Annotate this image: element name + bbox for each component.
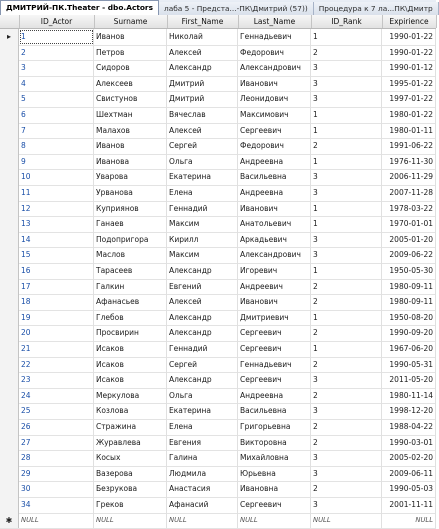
row-selector-header[interactable]: [0, 15, 20, 28]
table-row[interactable]: [0, 138, 436, 155]
row-selector[interactable]: [0, 247, 19, 263]
expirience-cell[interactable]: 2006-11-29: [382, 169, 436, 185]
surname-cell[interactable]: Безрукова: [94, 481, 167, 497]
table-row[interactable]: [0, 279, 436, 296]
surname-cell[interactable]: Вазерова: [94, 466, 167, 482]
first-name-cell[interactable]: Сергей: [167, 138, 238, 154]
expirience-cell[interactable]: 2009-06-11: [382, 466, 436, 482]
id-actor-cell[interactable]: 16: [19, 263, 94, 279]
row-selector[interactable]: [0, 201, 19, 217]
first-name-cell[interactable]: Кирилл: [167, 232, 238, 248]
id-rank-cell[interactable]: 3: [311, 372, 382, 388]
id-rank-cell[interactable]: 2: [311, 279, 382, 295]
id-actor-cell[interactable]: 30: [19, 481, 94, 497]
table-row[interactable]: [0, 310, 436, 327]
id-actor-cell[interactable]: 14: [19, 232, 94, 248]
id-actor-cell[interactable]: 28: [19, 450, 94, 466]
expirience-cell[interactable]: 1991-06-22: [382, 138, 436, 154]
expirience-cell[interactable]: 2007-11-28: [382, 185, 436, 201]
last-name-cell[interactable]: Леонидович: [238, 91, 311, 107]
table-row[interactable]: [0, 201, 436, 218]
expirience-cell[interactable]: 1990-01-22: [382, 45, 436, 61]
expirience-cell[interactable]: 1995-01-22: [382, 76, 436, 92]
table-row[interactable]: [0, 91, 436, 108]
id-rank-cell[interactable]: 1: [311, 154, 382, 170]
id-rank-cell[interactable]: 3: [311, 185, 382, 201]
id-rank-cell[interactable]: 3: [311, 91, 382, 107]
grid-header: [0, 15, 436, 29]
first-name-cell[interactable]: Геннадий: [167, 341, 238, 357]
table-row[interactable]: [0, 45, 436, 62]
tab-procedure-lab7[interactable]: Процедура к 7 ла...ПК\Дмитр: [314, 2, 439, 15]
id-rank-cell[interactable]: 3: [311, 247, 382, 263]
first-name-cell[interactable]: Сергей: [167, 357, 238, 373]
expirience-cell[interactable]: 2005-01-20: [382, 232, 436, 248]
id-rank-cell[interactable]: 1: [311, 107, 382, 123]
table-row[interactable]: [0, 29, 436, 46]
first-name-cell[interactable]: Александр: [167, 263, 238, 279]
expirience-cell[interactable]: 2005-02-20: [382, 450, 436, 466]
first-name-cell[interactable]: Евгения: [167, 435, 238, 451]
surname-cell[interactable]: Малахов: [94, 123, 167, 139]
first-name-cell[interactable]: Ольга: [167, 154, 238, 170]
row-selector[interactable]: [0, 232, 19, 248]
id-rank-cell[interactable]: NULL: [311, 513, 382, 529]
surname-cell[interactable]: Козлова: [94, 403, 167, 419]
id-rank-cell[interactable]: 2: [311, 357, 382, 373]
id-rank-cell[interactable]: 3: [311, 76, 382, 92]
expirience-cell[interactable]: 1988-04-22: [382, 419, 436, 435]
first-name-cell[interactable]: Максим: [167, 216, 238, 232]
expirience-cell[interactable]: 1990-03-01: [382, 435, 436, 451]
new-row[interactable]: [0, 513, 436, 529]
id-rank-cell[interactable]: 3: [311, 450, 382, 466]
id-rank-cell[interactable]: 3: [311, 232, 382, 248]
surname-cell[interactable]: Галкин: [94, 279, 167, 295]
table-row[interactable]: [0, 247, 436, 264]
id-actor-cell[interactable]: 9: [19, 154, 94, 170]
row-selector[interactable]: [0, 388, 19, 404]
first-name-cell[interactable]: Геннадий: [167, 201, 238, 217]
id-rank-cell[interactable]: 1: [311, 29, 382, 45]
expirience-cell[interactable]: 1980-01-11: [382, 123, 436, 139]
tab-theater-actors[interactable]: ДМИТРИЙ-ПК.Theater - dbo.Actors: [0, 0, 159, 15]
last-name-cell[interactable]: Сергеевич: [238, 497, 311, 513]
row-selector[interactable]: [0, 435, 19, 451]
expirience-cell[interactable]: 1950-08-20: [382, 310, 436, 326]
id-rank-cell[interactable]: 1: [311, 201, 382, 217]
last-name-cell[interactable]: Дмитриевич: [238, 310, 311, 326]
first-name-cell[interactable]: Дмитрий: [167, 91, 238, 107]
surname-cell[interactable]: Урванова: [94, 185, 167, 201]
table-row[interactable]: [0, 450, 436, 467]
last-name-cell[interactable]: Сергеевич: [238, 123, 311, 139]
first-name-cell[interactable]: Алексей: [167, 123, 238, 139]
expirience-cell[interactable]: 1980-01-22: [382, 107, 436, 123]
row-selector[interactable]: [0, 123, 19, 139]
row-selector[interactable]: [0, 294, 19, 310]
last-name-cell[interactable]: Аркадьевич: [238, 232, 311, 248]
id-actor-cell[interactable]: 25: [19, 403, 94, 419]
first-name-cell[interactable]: Дмитрий: [167, 76, 238, 92]
row-selector[interactable]: [0, 372, 19, 388]
id-actor-cell[interactable]: 34: [19, 497, 94, 513]
surname-cell[interactable]: Просвирин: [94, 325, 167, 341]
surname-cell[interactable]: Шехтман: [94, 107, 167, 123]
id-rank-cell[interactable]: 1: [311, 310, 382, 326]
surname-cell[interactable]: Петров: [94, 45, 167, 61]
first-name-cell[interactable]: Николай: [167, 29, 238, 45]
tab-lab5-view[interactable]: лаба 5 - Предста...-ПК\Дмитрий (57)): [159, 2, 314, 15]
row-selector[interactable]: [0, 466, 19, 482]
id-rank-cell[interactable]: 1: [311, 123, 382, 139]
id-rank-cell[interactable]: 1: [311, 341, 382, 357]
first-name-cell[interactable]: Анастасия: [167, 481, 238, 497]
last-name-cell[interactable]: Анатольевич: [238, 216, 311, 232]
expirience-cell[interactable]: 1990-01-12: [382, 60, 436, 76]
row-selector[interactable]: [0, 310, 19, 326]
first-name-cell[interactable]: Ольга: [167, 388, 238, 404]
first-name-cell[interactable]: Александр: [167, 60, 238, 76]
first-name-cell[interactable]: Александр: [167, 325, 238, 341]
table-row[interactable]: [0, 169, 436, 186]
last-name-cell[interactable]: Сергеевич: [238, 325, 311, 341]
first-name-cell[interactable]: Елена: [167, 185, 238, 201]
surname-cell[interactable]: Сидоров: [94, 60, 167, 76]
first-name-cell[interactable]: NULL: [167, 513, 238, 529]
table-row[interactable]: [0, 435, 436, 452]
last-name-cell[interactable]: Игоревич: [238, 263, 311, 279]
first-name-cell[interactable]: Афанасий: [167, 497, 238, 513]
table-row[interactable]: [0, 481, 436, 498]
id-rank-cell[interactable]: 1: [311, 263, 382, 279]
surname-cell[interactable]: Глебов: [94, 310, 167, 326]
id-rank-cell[interactable]: 3: [311, 466, 382, 482]
surname-cell[interactable]: Стражина: [94, 419, 167, 435]
last-name-cell[interactable]: Андреевна: [238, 185, 311, 201]
table-row[interactable]: [0, 341, 436, 358]
column-header-id-rank[interactable]: ID_Rank: [311, 15, 383, 28]
last-name-cell[interactable]: Федорович: [238, 138, 311, 154]
id-actor-cell[interactable]: NULL: [19, 513, 94, 529]
last-name-cell[interactable]: Андреевна: [238, 154, 311, 170]
table-row[interactable]: [0, 403, 436, 420]
table-row[interactable]: [0, 419, 436, 436]
row-selector[interactable]: [0, 107, 19, 123]
surname-cell[interactable]: Уварова: [94, 169, 167, 185]
first-name-cell[interactable]: Вячеслав: [167, 107, 238, 123]
table-row[interactable]: [0, 154, 436, 171]
surname-cell[interactable]: Ганаев: [94, 216, 167, 232]
surname-cell[interactable]: Маслов: [94, 247, 167, 263]
id-actor-cell[interactable]: 13: [19, 216, 94, 232]
id-actor-cell[interactable]: 7: [19, 123, 94, 139]
last-name-cell[interactable]: Иванович: [238, 294, 311, 310]
id-actor-cell[interactable]: 17: [19, 279, 94, 295]
id-rank-cell[interactable]: 2: [311, 138, 382, 154]
last-name-cell[interactable]: Андреевна: [238, 388, 311, 404]
expirience-cell[interactable]: 1980-09-11: [382, 279, 436, 295]
id-actor-cell[interactable]: 27: [19, 435, 94, 451]
first-name-cell[interactable]: Екатерина: [167, 169, 238, 185]
first-name-cell[interactable]: Екатерина: [167, 403, 238, 419]
first-name-cell[interactable]: Александр: [167, 310, 238, 326]
expirience-cell[interactable]: 1990-01-22: [382, 29, 436, 45]
surname-cell[interactable]: Тарасеев: [94, 263, 167, 279]
id-rank-cell[interactable]: 2: [311, 45, 382, 61]
last-name-cell[interactable]: Васильевна: [238, 403, 311, 419]
table-row[interactable]: [0, 497, 436, 514]
id-rank-cell[interactable]: 2: [311, 294, 382, 310]
last-name-cell[interactable]: Александрович: [238, 60, 311, 76]
table-row[interactable]: [0, 107, 436, 124]
expirience-cell[interactable]: 1967-06-20: [382, 341, 436, 357]
new-row-marker-icon[interactable]: ✱: [0, 513, 19, 529]
id-actor-cell[interactable]: 5: [19, 91, 94, 107]
last-name-cell[interactable]: Иванович: [238, 201, 311, 217]
surname-cell[interactable]: Иванов: [94, 138, 167, 154]
expirience-cell[interactable]: 1950-05-30: [382, 263, 436, 279]
expirience-cell[interactable]: 1990-09-20: [382, 325, 436, 341]
expirience-cell[interactable]: 2001-11-11: [382, 497, 436, 513]
id-actor-cell[interactable]: 23: [19, 372, 94, 388]
surname-cell[interactable]: Исаков: [94, 372, 167, 388]
surname-cell[interactable]: Косых: [94, 450, 167, 466]
table-row[interactable]: [0, 372, 436, 389]
expirience-cell[interactable]: 2011-05-20: [382, 372, 436, 388]
table-row[interactable]: [0, 185, 436, 202]
table-row[interactable]: [0, 123, 436, 140]
results-grid: [0, 15, 436, 525]
row-selector[interactable]: [0, 279, 19, 295]
id-actor-cell[interactable]: 26: [19, 419, 94, 435]
row-selector[interactable]: [0, 481, 19, 497]
id-rank-cell[interactable]: 3: [311, 497, 382, 513]
surname-cell[interactable]: Меркулова: [94, 388, 167, 404]
row-selector[interactable]: [0, 341, 19, 357]
id-actor-cell[interactable]: 19: [19, 310, 94, 326]
id-actor-cell[interactable]: 21: [19, 341, 94, 357]
last-name-cell[interactable]: Геннадьевич: [238, 29, 311, 45]
column-header-id-actor[interactable]: ID_Actor: [19, 15, 95, 28]
id-rank-cell[interactable]: 2: [311, 419, 382, 435]
expirience-cell[interactable]: 2009-06-22: [382, 247, 436, 263]
surname-cell[interactable]: Алексеев: [94, 76, 167, 92]
id-rank-cell[interactable]: 3: [311, 403, 382, 419]
id-actor-cell[interactable]: 6: [19, 107, 94, 123]
column-header-first-name[interactable]: First_Name: [167, 15, 239, 28]
table-row[interactable]: [0, 232, 436, 249]
first-name-cell[interactable]: Максим: [167, 247, 238, 263]
expirience-cell[interactable]: 1970-01-01: [382, 216, 436, 232]
last-name-cell[interactable]: Иванович: [238, 76, 311, 92]
last-name-cell[interactable]: NULL: [238, 513, 311, 529]
id-actor-cell[interactable]: 10: [19, 169, 94, 185]
row-selector[interactable]: [0, 45, 19, 61]
first-name-cell[interactable]: Галина: [167, 450, 238, 466]
expirience-cell[interactable]: 1998-12-20: [382, 403, 436, 419]
expirience-cell[interactable]: 1990-05-31: [382, 357, 436, 373]
last-name-cell[interactable]: Сергеевич: [238, 372, 311, 388]
id-actor-cell[interactable]: 18: [19, 294, 94, 310]
table-row[interactable]: [0, 263, 436, 280]
row-selector[interactable]: [0, 216, 19, 232]
surname-cell[interactable]: Греков: [94, 497, 167, 513]
row-selector[interactable]: [0, 138, 19, 154]
surname-cell[interactable]: Подопригора: [94, 232, 167, 248]
id-actor-cell[interactable]: 24: [19, 388, 94, 404]
id-actor-cell[interactable]: 22: [19, 357, 94, 373]
id-actor-cell[interactable]: 4: [19, 76, 94, 92]
id-actor-cell[interactable]: 20: [19, 325, 94, 341]
row-selector[interactable]: [0, 419, 19, 435]
id-actor-cell[interactable]: 15: [19, 247, 94, 263]
table-row[interactable]: [0, 466, 436, 483]
table-row[interactable]: [0, 294, 436, 311]
row-selector[interactable]: [0, 76, 19, 92]
last-name-cell[interactable]: Геннадьевич: [238, 357, 311, 373]
id-actor-cell[interactable]: 2: [19, 45, 94, 61]
id-actor-cell[interactable]: 29: [19, 466, 94, 482]
id-actor-cell[interactable]: 1: [19, 29, 94, 45]
surname-cell[interactable]: Иванов: [94, 29, 167, 45]
column-header-expirience[interactable]: Expirience: [382, 15, 437, 28]
id-rank-cell[interactable]: 3: [311, 169, 382, 185]
table-row[interactable]: [0, 76, 436, 93]
last-name-cell[interactable]: Сергеевич: [238, 341, 311, 357]
row-selector[interactable]: [0, 154, 19, 170]
expirience-cell[interactable]: 1990-05-03: [382, 481, 436, 497]
expirience-cell[interactable]: 1997-01-22: [382, 91, 436, 107]
table-row[interactable]: [0, 388, 436, 405]
row-selector[interactable]: [0, 497, 19, 513]
current-row-marker-icon[interactable]: ▸: [0, 29, 19, 45]
expirience-cell[interactable]: 1978-03-22: [382, 201, 436, 217]
first-name-cell[interactable]: Людмила: [167, 466, 238, 482]
first-name-cell[interactable]: Алексей: [167, 45, 238, 61]
column-header-surname[interactable]: Surname: [94, 15, 168, 28]
row-selector[interactable]: [0, 185, 19, 201]
expirience-cell[interactable]: 1980-11-14: [382, 388, 436, 404]
id-actor-cell[interactable]: 8: [19, 138, 94, 154]
expirience-cell[interactable]: NULL: [382, 513, 436, 529]
row-selector[interactable]: [0, 169, 19, 185]
first-name-cell[interactable]: Александр: [167, 372, 238, 388]
surname-cell[interactable]: Иванова: [94, 154, 167, 170]
row-selector[interactable]: [0, 60, 19, 76]
last-name-cell[interactable]: Васильевна: [238, 169, 311, 185]
table-row[interactable]: [0, 60, 436, 77]
surname-cell[interactable]: Исаков: [94, 341, 167, 357]
surname-cell[interactable]: Куприянов: [94, 201, 167, 217]
row-selector[interactable]: [0, 450, 19, 466]
first-name-cell[interactable]: Алексей: [167, 294, 238, 310]
first-name-cell[interactable]: Елена: [167, 419, 238, 435]
row-selector[interactable]: [0, 91, 19, 107]
expirience-cell[interactable]: 1976-11-30: [382, 154, 436, 170]
id-rank-cell[interactable]: 2: [311, 481, 382, 497]
last-name-cell[interactable]: Викторовна: [238, 435, 311, 451]
row-selector[interactable]: [0, 403, 19, 419]
row-selector[interactable]: [0, 325, 19, 341]
last-name-cell[interactable]: Александрович: [238, 247, 311, 263]
last-name-cell[interactable]: Григорьевна: [238, 419, 311, 435]
id-rank-cell[interactable]: 2: [311, 435, 382, 451]
id-actor-cell[interactable]: 12: [19, 201, 94, 217]
id-rank-cell[interactable]: 1: [311, 216, 382, 232]
surname-cell[interactable]: NULL: [94, 513, 167, 529]
id-rank-cell[interactable]: 2: [311, 388, 382, 404]
surname-cell[interactable]: Журавлева: [94, 435, 167, 451]
id-rank-cell[interactable]: 3: [311, 60, 382, 76]
first-name-cell[interactable]: Евгений: [167, 279, 238, 295]
table-row[interactable]: [0, 357, 436, 374]
surname-cell[interactable]: Свистунов: [94, 91, 167, 107]
last-name-cell[interactable]: Федорович: [238, 45, 311, 61]
id-actor-cell[interactable]: 11: [19, 185, 94, 201]
last-name-cell[interactable]: Юрьевна: [238, 466, 311, 482]
id-actor-cell[interactable]: 3: [19, 60, 94, 76]
expirience-cell[interactable]: 1980-09-11: [382, 294, 436, 310]
row-selector[interactable]: [0, 263, 19, 279]
surname-cell[interactable]: Исаков: [94, 357, 167, 373]
last-name-cell[interactable]: Ивановна: [238, 481, 311, 497]
table-row[interactable]: [0, 325, 436, 342]
row-selector[interactable]: [0, 357, 19, 373]
table-row[interactable]: [0, 216, 436, 233]
last-name-cell[interactable]: Максимович: [238, 107, 311, 123]
last-name-cell[interactable]: Андреевич: [238, 279, 311, 295]
surname-cell[interactable]: Афанасьев: [94, 294, 167, 310]
last-name-cell[interactable]: Михайловна: [238, 450, 311, 466]
document-tab-bar: [0, 0, 436, 16]
column-header-last-name[interactable]: Last_Name: [238, 15, 312, 28]
id-rank-cell[interactable]: 2: [311, 325, 382, 341]
